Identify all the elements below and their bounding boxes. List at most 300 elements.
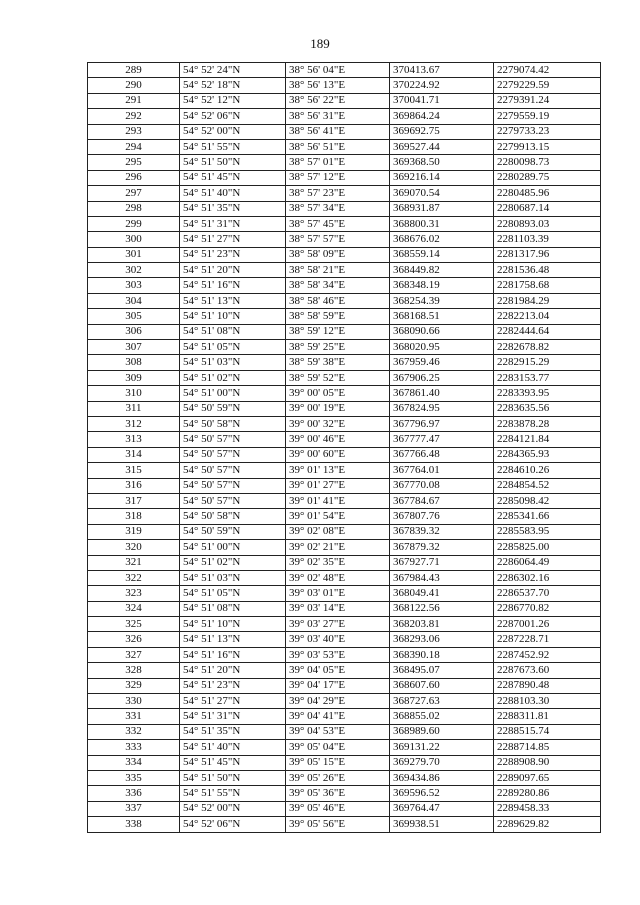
- latitude-cell: 54° 52' 18"N: [180, 78, 286, 93]
- latitude-cell: 54° 51' 27"N: [180, 232, 286, 247]
- x-coordinate-cell: 368122.56: [390, 601, 494, 616]
- x-coordinate-cell: 369938.51: [390, 817, 494, 832]
- table-row: [88, 278, 601, 293]
- longitude-cell: 38° 58' 09"E: [286, 247, 390, 262]
- longitude-cell: 39° 01' 41"E: [286, 493, 390, 508]
- y-coordinate-cell: 2281103.39: [494, 232, 601, 247]
- table-row: [88, 386, 601, 401]
- longitude-cell: 39° 03' 01"E: [286, 586, 390, 601]
- point-number-cell: 293: [88, 124, 180, 139]
- x-coordinate-cell: 369131.22: [390, 740, 494, 755]
- table-row: [88, 78, 601, 93]
- point-number-cell: 311: [88, 401, 180, 416]
- table-row: [88, 647, 601, 662]
- point-number-cell: 314: [88, 447, 180, 462]
- longitude-cell: 39° 03' 27"E: [286, 617, 390, 632]
- x-coordinate-cell: 368203.81: [390, 617, 494, 632]
- point-number-cell: 326: [88, 632, 180, 647]
- point-number-cell: 327: [88, 647, 180, 662]
- latitude-cell: 54° 51' 20"N: [180, 663, 286, 678]
- longitude-cell: 39° 05' 36"E: [286, 786, 390, 801]
- y-coordinate-cell: 2284121.84: [494, 432, 601, 447]
- point-number-cell: 295: [88, 155, 180, 170]
- y-coordinate-cell: 2289629.82: [494, 817, 601, 832]
- latitude-cell: 54° 51' 23"N: [180, 247, 286, 262]
- point-number-cell: 290: [88, 78, 180, 93]
- x-coordinate-cell: 368348.19: [390, 278, 494, 293]
- latitude-cell: 54° 51' 16"N: [180, 647, 286, 662]
- latitude-cell: 54° 50' 57"N: [180, 447, 286, 462]
- y-coordinate-cell: 2287452.92: [494, 647, 601, 662]
- x-coordinate-cell: 368800.31: [390, 216, 494, 231]
- y-coordinate-cell: 2288908.90: [494, 755, 601, 770]
- longitude-cell: 39° 01' 54"E: [286, 509, 390, 524]
- point-number-cell: 335: [88, 770, 180, 785]
- longitude-cell: 38° 59' 38"E: [286, 355, 390, 370]
- point-number-cell: 334: [88, 755, 180, 770]
- longitude-cell: 38° 56' 31"E: [286, 109, 390, 124]
- point-number-cell: 321: [88, 555, 180, 570]
- longitude-cell: 39° 04' 05"E: [286, 663, 390, 678]
- x-coordinate-cell: 368090.66: [390, 324, 494, 339]
- x-coordinate-cell: 368989.60: [390, 724, 494, 739]
- longitude-cell: 39° 05' 15"E: [286, 755, 390, 770]
- table-row: [88, 93, 601, 108]
- longitude-cell: 39° 05' 04"E: [286, 740, 390, 755]
- table-row: [88, 232, 601, 247]
- longitude-cell: 39° 03' 14"E: [286, 601, 390, 616]
- y-coordinate-cell: 2285825.00: [494, 540, 601, 555]
- x-coordinate-cell: 369596.52: [390, 786, 494, 801]
- table-row: [88, 786, 601, 801]
- x-coordinate-cell: 367807.76: [390, 509, 494, 524]
- table-row: [88, 801, 601, 816]
- longitude-cell: 38° 58' 59"E: [286, 309, 390, 324]
- point-number-cell: 319: [88, 524, 180, 539]
- table-row: [88, 109, 601, 124]
- table-row: [88, 678, 601, 693]
- latitude-cell: 54° 52' 06"N: [180, 109, 286, 124]
- table-row: [88, 340, 601, 355]
- y-coordinate-cell: 2280893.03: [494, 216, 601, 231]
- longitude-cell: 38° 57' 12"E: [286, 170, 390, 185]
- latitude-cell: 54° 52' 24"N: [180, 63, 286, 78]
- table-row: [88, 694, 601, 709]
- y-coordinate-cell: 2289458.33: [494, 801, 601, 816]
- y-coordinate-cell: 2282213.04: [494, 309, 601, 324]
- longitude-cell: 39° 02' 21"E: [286, 540, 390, 555]
- x-coordinate-cell: 368607.60: [390, 678, 494, 693]
- y-coordinate-cell: 2284854.52: [494, 478, 601, 493]
- point-number-cell: 338: [88, 817, 180, 832]
- y-coordinate-cell: 2283878.28: [494, 416, 601, 431]
- x-coordinate-cell: 367796.97: [390, 416, 494, 431]
- x-coordinate-cell: 369070.54: [390, 186, 494, 201]
- x-coordinate-cell: 368495.07: [390, 663, 494, 678]
- point-number-cell: 289: [88, 63, 180, 78]
- x-coordinate-cell: 369864.24: [390, 109, 494, 124]
- table-row: [88, 709, 601, 724]
- point-number-cell: 301: [88, 247, 180, 262]
- coordinates-table: [87, 62, 601, 833]
- point-number-cell: 328: [88, 663, 180, 678]
- longitude-cell: 39° 04' 29"E: [286, 694, 390, 709]
- longitude-cell: 38° 56' 13"E: [286, 78, 390, 93]
- longitude-cell: 39° 00' 19"E: [286, 401, 390, 416]
- x-coordinate-cell: 368676.02: [390, 232, 494, 247]
- y-coordinate-cell: 2287673.60: [494, 663, 601, 678]
- table-row: [88, 186, 601, 201]
- point-number-cell: 304: [88, 293, 180, 308]
- longitude-cell: 38° 56' 51"E: [286, 139, 390, 154]
- point-number-cell: 315: [88, 463, 180, 478]
- y-coordinate-cell: 2288311.81: [494, 709, 601, 724]
- table-row: [88, 170, 601, 185]
- x-coordinate-cell: 368254.39: [390, 293, 494, 308]
- longitude-cell: 39° 03' 53"E: [286, 647, 390, 662]
- longitude-cell: 39° 04' 17"E: [286, 678, 390, 693]
- latitude-cell: 54° 50' 58"N: [180, 416, 286, 431]
- y-coordinate-cell: 2280289.75: [494, 170, 601, 185]
- latitude-cell: 54° 51' 02"N: [180, 555, 286, 570]
- longitude-cell: 39° 05' 46"E: [286, 801, 390, 816]
- y-coordinate-cell: 2289097.65: [494, 770, 601, 785]
- latitude-cell: 54° 50' 59"N: [180, 524, 286, 539]
- y-coordinate-cell: 2285341.66: [494, 509, 601, 524]
- y-coordinate-cell: 2283393.95: [494, 386, 601, 401]
- point-number-cell: 299: [88, 216, 180, 231]
- point-number-cell: 325: [88, 617, 180, 632]
- latitude-cell: 54° 50' 57"N: [180, 432, 286, 447]
- y-coordinate-cell: 2283153.77: [494, 370, 601, 385]
- point-number-cell: 312: [88, 416, 180, 431]
- table-row: [88, 447, 601, 462]
- latitude-cell: 54° 52' 12"N: [180, 93, 286, 108]
- point-number-cell: 318: [88, 509, 180, 524]
- longitude-cell: 39° 01' 13"E: [286, 463, 390, 478]
- y-coordinate-cell: 2282915.29: [494, 355, 601, 370]
- point-number-cell: 297: [88, 186, 180, 201]
- y-coordinate-cell: 2286302.16: [494, 570, 601, 585]
- table-row: [88, 493, 601, 508]
- x-coordinate-cell: 368168.51: [390, 309, 494, 324]
- x-coordinate-cell: 369764.47: [390, 801, 494, 816]
- point-number-cell: 303: [88, 278, 180, 293]
- latitude-cell: 54° 51' 20"N: [180, 263, 286, 278]
- x-coordinate-cell: 367824.95: [390, 401, 494, 416]
- longitude-cell: 39° 01' 27"E: [286, 478, 390, 493]
- y-coordinate-cell: 2281536.48: [494, 263, 601, 278]
- point-number-cell: 330: [88, 694, 180, 709]
- point-number-cell: 332: [88, 724, 180, 739]
- latitude-cell: 54° 51' 55"N: [180, 786, 286, 801]
- x-coordinate-cell: 368559.14: [390, 247, 494, 262]
- y-coordinate-cell: 2288515.74: [494, 724, 601, 739]
- y-coordinate-cell: 2284365.93: [494, 447, 601, 462]
- point-number-cell: 336: [88, 786, 180, 801]
- table-row: [88, 247, 601, 262]
- y-coordinate-cell: 2287890.48: [494, 678, 601, 693]
- table-row: [88, 216, 601, 231]
- table-row: [88, 478, 601, 493]
- point-number-cell: 329: [88, 678, 180, 693]
- latitude-cell: 54° 51' 35"N: [180, 201, 286, 216]
- table-row: [88, 124, 601, 139]
- latitude-cell: 54° 51' 45"N: [180, 170, 286, 185]
- x-coordinate-cell: 368049.41: [390, 586, 494, 601]
- latitude-cell: 54° 51' 27"N: [180, 694, 286, 709]
- latitude-cell: 54° 51' 16"N: [180, 278, 286, 293]
- x-coordinate-cell: 367984.43: [390, 570, 494, 585]
- coordinates-table-body: [88, 63, 601, 833]
- longitude-cell: 38° 57' 45"E: [286, 216, 390, 231]
- x-coordinate-cell: 369434.86: [390, 770, 494, 785]
- x-coordinate-cell: 369527.44: [390, 139, 494, 154]
- longitude-cell: 38° 59' 52"E: [286, 370, 390, 385]
- latitude-cell: 54° 51' 13"N: [180, 293, 286, 308]
- table-row: [88, 632, 601, 647]
- point-number-cell: 305: [88, 309, 180, 324]
- latitude-cell: 54° 51' 00"N: [180, 540, 286, 555]
- table-row: [88, 401, 601, 416]
- y-coordinate-cell: 2286770.82: [494, 601, 601, 616]
- x-coordinate-cell: 367959.46: [390, 355, 494, 370]
- point-number-cell: 309: [88, 370, 180, 385]
- table-row: [88, 416, 601, 431]
- longitude-cell: 38° 58' 46"E: [286, 293, 390, 308]
- longitude-cell: 39° 00' 60"E: [286, 447, 390, 462]
- x-coordinate-cell: 367906.25: [390, 370, 494, 385]
- point-number-cell: 316: [88, 478, 180, 493]
- longitude-cell: 39° 03' 40"E: [286, 632, 390, 647]
- latitude-cell: 54° 50' 57"N: [180, 478, 286, 493]
- table-row: [88, 293, 601, 308]
- table-row: [88, 263, 601, 278]
- longitude-cell: 39° 02' 35"E: [286, 555, 390, 570]
- point-number-cell: 308: [88, 355, 180, 370]
- latitude-cell: 54° 51' 08"N: [180, 601, 286, 616]
- y-coordinate-cell: 2281317.96: [494, 247, 601, 262]
- latitude-cell: 54° 51' 40"N: [180, 186, 286, 201]
- point-number-cell: 300: [88, 232, 180, 247]
- table-row: [88, 817, 601, 832]
- longitude-cell: 38° 57' 23"E: [286, 186, 390, 201]
- x-coordinate-cell: 368931.87: [390, 201, 494, 216]
- y-coordinate-cell: 2279229.59: [494, 78, 601, 93]
- point-number-cell: 322: [88, 570, 180, 585]
- latitude-cell: 54° 51' 05"N: [180, 340, 286, 355]
- table-row: [88, 555, 601, 570]
- table-row: [88, 201, 601, 216]
- longitude-cell: 38° 56' 04"E: [286, 63, 390, 78]
- x-coordinate-cell: 367879.32: [390, 540, 494, 555]
- longitude-cell: 39° 00' 05"E: [286, 386, 390, 401]
- longitude-cell: 39° 05' 56"E: [286, 817, 390, 832]
- table-row: [88, 309, 601, 324]
- table-row: [88, 463, 601, 478]
- longitude-cell: 38° 56' 41"E: [286, 124, 390, 139]
- y-coordinate-cell: 2284610.26: [494, 463, 601, 478]
- point-number-cell: 323: [88, 586, 180, 601]
- point-number-cell: 310: [88, 386, 180, 401]
- x-coordinate-cell: 369692.75: [390, 124, 494, 139]
- y-coordinate-cell: 2285583.95: [494, 524, 601, 539]
- longitude-cell: 38° 56' 22"E: [286, 93, 390, 108]
- point-number-cell: 337: [88, 801, 180, 816]
- x-coordinate-cell: 367839.32: [390, 524, 494, 539]
- table-row: [88, 324, 601, 339]
- table-row: [88, 370, 601, 385]
- point-number-cell: 291: [88, 93, 180, 108]
- longitude-cell: 39° 00' 46"E: [286, 432, 390, 447]
- y-coordinate-cell: 2282444.64: [494, 324, 601, 339]
- x-coordinate-cell: 368727.63: [390, 694, 494, 709]
- y-coordinate-cell: 2288103.30: [494, 694, 601, 709]
- y-coordinate-cell: 2287228.71: [494, 632, 601, 647]
- table-row: [88, 540, 601, 555]
- latitude-cell: 54° 51' 31"N: [180, 216, 286, 231]
- latitude-cell: 54° 51' 03"N: [180, 355, 286, 370]
- table-row: [88, 509, 601, 524]
- x-coordinate-cell: 370413.67: [390, 63, 494, 78]
- x-coordinate-cell: 367927.71: [390, 555, 494, 570]
- latitude-cell: 54° 51' 45"N: [180, 755, 286, 770]
- longitude-cell: 39° 04' 41"E: [286, 709, 390, 724]
- x-coordinate-cell: 367777.47: [390, 432, 494, 447]
- table-row: [88, 601, 601, 616]
- table-row: [88, 586, 601, 601]
- table-row: [88, 139, 601, 154]
- y-coordinate-cell: 2287001.26: [494, 617, 601, 632]
- x-coordinate-cell: 367766.48: [390, 447, 494, 462]
- latitude-cell: 54° 51' 23"N: [180, 678, 286, 693]
- point-number-cell: 333: [88, 740, 180, 755]
- table-row: [88, 155, 601, 170]
- table-row: [88, 524, 601, 539]
- y-coordinate-cell: 2280485.96: [494, 186, 601, 201]
- latitude-cell: 54° 51' 03"N: [180, 570, 286, 585]
- x-coordinate-cell: 370041.71: [390, 93, 494, 108]
- x-coordinate-cell: 368293.06: [390, 632, 494, 647]
- latitude-cell: 54° 51' 55"N: [180, 139, 286, 154]
- latitude-cell: 54° 51' 31"N: [180, 709, 286, 724]
- table-row: [88, 755, 601, 770]
- y-coordinate-cell: 2279913.15: [494, 139, 601, 154]
- latitude-cell: 54° 50' 59"N: [180, 401, 286, 416]
- latitude-cell: 54° 51' 10"N: [180, 617, 286, 632]
- y-coordinate-cell: 2279733.23: [494, 124, 601, 139]
- y-coordinate-cell: 2288714.85: [494, 740, 601, 755]
- latitude-cell: 54° 51' 40"N: [180, 740, 286, 755]
- y-coordinate-cell: 2289280.86: [494, 786, 601, 801]
- x-coordinate-cell: 370224.92: [390, 78, 494, 93]
- latitude-cell: 54° 51' 05"N: [180, 586, 286, 601]
- point-number-cell: 324: [88, 601, 180, 616]
- longitude-cell: 38° 57' 01"E: [286, 155, 390, 170]
- x-coordinate-cell: 367770.08: [390, 478, 494, 493]
- table-row: [88, 355, 601, 370]
- y-coordinate-cell: 2280098.73: [494, 155, 601, 170]
- latitude-cell: 54° 51' 13"N: [180, 632, 286, 647]
- page-number: 189: [310, 36, 330, 51]
- table-row: [88, 63, 601, 78]
- point-number-cell: 331: [88, 709, 180, 724]
- point-number-cell: 294: [88, 139, 180, 154]
- latitude-cell: 54° 50' 58"N: [180, 509, 286, 524]
- x-coordinate-cell: 368020.95: [390, 340, 494, 355]
- longitude-cell: 38° 59' 25"E: [286, 340, 390, 355]
- x-coordinate-cell: 369279.70: [390, 755, 494, 770]
- point-number-cell: 320: [88, 540, 180, 555]
- longitude-cell: 39° 02' 08"E: [286, 524, 390, 539]
- point-number-cell: 306: [88, 324, 180, 339]
- latitude-cell: 54° 51' 35"N: [180, 724, 286, 739]
- y-coordinate-cell: 2283635.56: [494, 401, 601, 416]
- point-number-cell: 302: [88, 263, 180, 278]
- y-coordinate-cell: 2279074.42: [494, 63, 601, 78]
- latitude-cell: 54° 51' 50"N: [180, 155, 286, 170]
- longitude-cell: 39° 05' 26"E: [286, 770, 390, 785]
- latitude-cell: 54° 51' 02"N: [180, 370, 286, 385]
- longitude-cell: 38° 58' 21"E: [286, 263, 390, 278]
- latitude-cell: 54° 51' 08"N: [180, 324, 286, 339]
- latitude-cell: 54° 51' 10"N: [180, 309, 286, 324]
- latitude-cell: 54° 52' 00"N: [180, 801, 286, 816]
- point-number-cell: 296: [88, 170, 180, 185]
- y-coordinate-cell: 2286064.49: [494, 555, 601, 570]
- longitude-cell: 39° 00' 32"E: [286, 416, 390, 431]
- table-row: [88, 432, 601, 447]
- latitude-cell: 54° 52' 00"N: [180, 124, 286, 139]
- point-number-cell: 307: [88, 340, 180, 355]
- y-coordinate-cell: 2279559.19: [494, 109, 601, 124]
- x-coordinate-cell: 367764.01: [390, 463, 494, 478]
- latitude-cell: 54° 50' 57"N: [180, 493, 286, 508]
- x-coordinate-cell: 369368.50: [390, 155, 494, 170]
- longitude-cell: 39° 02' 48"E: [286, 570, 390, 585]
- x-coordinate-cell: 368390.18: [390, 647, 494, 662]
- y-coordinate-cell: 2279391.24: [494, 93, 601, 108]
- latitude-cell: 54° 51' 00"N: [180, 386, 286, 401]
- table-row: [88, 570, 601, 585]
- table-row: [88, 724, 601, 739]
- point-number-cell: 317: [88, 493, 180, 508]
- y-coordinate-cell: 2285098.42: [494, 493, 601, 508]
- point-number-cell: 292: [88, 109, 180, 124]
- table-row: [88, 740, 601, 755]
- table-row: [88, 770, 601, 785]
- longitude-cell: 38° 59' 12"E: [286, 324, 390, 339]
- table-row: [88, 663, 601, 678]
- longitude-cell: 38° 57' 34"E: [286, 201, 390, 216]
- longitude-cell: 39° 04' 53"E: [286, 724, 390, 739]
- y-coordinate-cell: 2281984.29: [494, 293, 601, 308]
- x-coordinate-cell: 369216.14: [390, 170, 494, 185]
- latitude-cell: 54° 50' 57"N: [180, 463, 286, 478]
- x-coordinate-cell: 368855.02: [390, 709, 494, 724]
- x-coordinate-cell: 367784.67: [390, 493, 494, 508]
- table-row: [88, 617, 601, 632]
- x-coordinate-cell: 368449.82: [390, 263, 494, 278]
- point-number-cell: 298: [88, 201, 180, 216]
- latitude-cell: 54° 52' 06"N: [180, 817, 286, 832]
- longitude-cell: 38° 57' 57"E: [286, 232, 390, 247]
- y-coordinate-cell: 2282678.82: [494, 340, 601, 355]
- y-coordinate-cell: 2286537.70: [494, 586, 601, 601]
- y-coordinate-cell: 2281758.68: [494, 278, 601, 293]
- latitude-cell: 54° 51' 50"N: [180, 770, 286, 785]
- point-number-cell: 313: [88, 432, 180, 447]
